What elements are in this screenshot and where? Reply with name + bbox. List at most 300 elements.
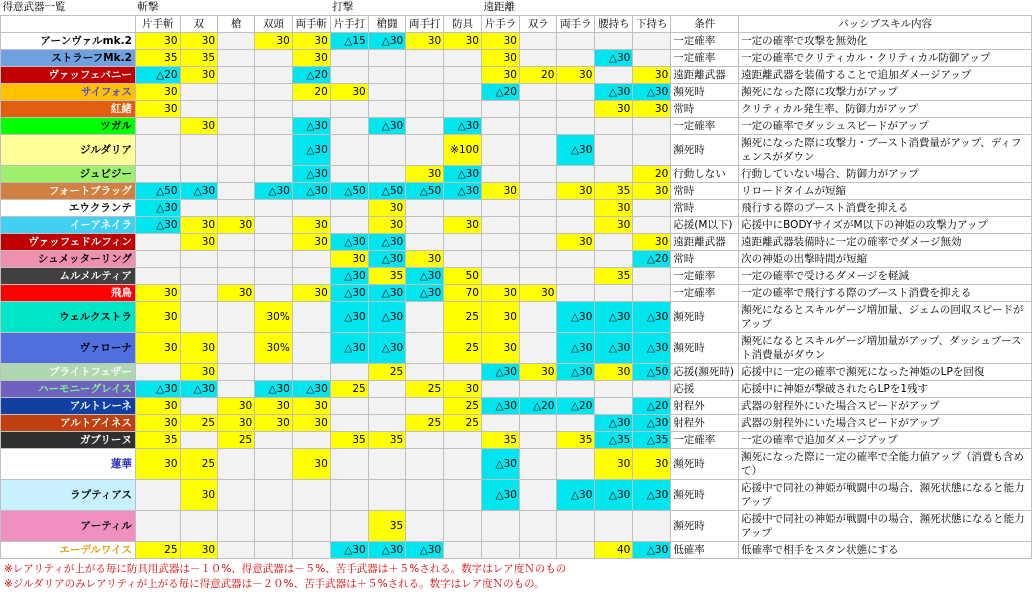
shinki-name: ジルダリア [1,135,136,166]
weapon-value-cell: 30 [406,251,444,268]
table-row [1,268,1032,285]
shinki-name: ヴァローナ [1,333,136,364]
weapon-value-cell: △30 [292,118,330,135]
weapon-value-cell [255,84,293,101]
table-row [1,381,1032,398]
table-row [1,183,1032,200]
weapon-value-cell: 30 [218,398,255,415]
table-row [1,285,1032,302]
weapon-value-cell [406,333,444,364]
weapon-value-cell: 40 [595,542,633,559]
passive-skill-cell: 飛行する際のブースト消費を抑える [739,200,1032,217]
weapon-value-cell: 30 [595,364,633,381]
weapon-value-cell [444,511,482,542]
column-header: 双 [180,16,218,33]
condition-cell: 行動しない [671,166,739,183]
shinki-name: フォートブラッグ [1,183,136,200]
passive-skill-cell: 応援中で同社の神姫が戦闘中の場合、瀕死状態になると能力アップ [739,480,1032,511]
passive-skill-cell: クリティカル発生率、防御力がアップ [739,101,1032,118]
shinki-name: ウェルクストラ [1,302,136,333]
footnote: ※ジルダリアのみレアリティが上がる毎に得意武器は－２０%、苦手武器は＋５%される。数字はレア度Ｎのもの。 [4,578,545,590]
weapon-value-cell [595,381,633,398]
footnotes [4,561,566,591]
condition-cell: 一定確率 [671,50,739,67]
weapon-value-cell [406,449,444,480]
passive-skill-cell: 応援中にBODYサイズがM以下の神姫の攻撃力アップ [739,217,1032,234]
weapon-value-cell [633,118,671,135]
weapon-value-cell [292,511,330,542]
weapon-value-cell: △30 [633,415,671,432]
weapon-value-cell [218,234,255,251]
weapon-value-cell [406,101,444,118]
weapon-value-cell [406,50,444,67]
weapon-value-cell: 30 [482,67,520,84]
table-row [1,542,1032,559]
weapon-value-cell: △20 [519,398,557,415]
weapon-value-cell [255,449,293,480]
weapon-value-cell: △30 [330,302,368,333]
weapon-value-cell [292,302,330,333]
weapon-value-cell [406,511,444,542]
weapon-value-cell: 30 [255,415,293,432]
shinki-name: エーデルワイス [1,542,136,559]
weapon-value-cell: 35 [368,268,406,285]
shinki-name: 蓮華 [1,449,136,480]
weapon-value-cell [368,449,406,480]
column-header: 両手ラ [557,16,595,33]
weapon-value-cell [595,234,633,251]
weapon-value-cell [557,33,595,50]
weapon-value-cell: 30% [255,333,293,364]
weapon-value-cell: △30 [368,302,406,333]
condition-cell: 瀕死時 [671,449,739,480]
weapon-value-cell: 25 [406,415,444,432]
condition-cell: 瀕死時 [671,480,739,511]
weapon-value-cell [557,415,595,432]
weapon-value-cell: 35 [330,432,368,449]
weapon-value-cell: 30 [633,67,671,84]
weapon-value-cell: 35 [368,511,406,542]
weapon-value-cell [444,101,482,118]
weapon-value-cell: 30 [519,364,557,381]
weapon-value-cell [595,33,633,50]
condition-cell: 常時 [671,101,739,118]
weapon-value-cell [595,135,633,166]
weapon-value-cell: 30 [135,333,180,364]
condition-cell: 常時 [671,183,739,200]
weapon-value-cell [633,50,671,67]
weapon-value-cell: △30 [368,251,406,268]
weapon-value-cell [218,542,255,559]
weapon-value-cell [292,268,330,285]
weapon-value-cell: 30 [135,398,180,415]
weapon-value-cell [218,33,255,50]
weapon-value-cell: 35 [557,432,595,449]
weapon-value-cell: 30 [557,67,595,84]
weapon-value-cell [633,511,671,542]
condition-cell: 常時 [671,251,739,268]
weapon-value-cell [368,415,406,432]
table-row [1,333,1032,364]
weapon-value-cell: 25 [218,432,255,449]
weapon-value-cell [482,234,520,251]
weapon-value-cell: 30 [135,415,180,432]
table-row [1,166,1032,183]
weapon-value-cell: △30 [595,415,633,432]
shinki-name: ガブリーヌ [1,432,136,449]
weapon-value-cell [292,101,330,118]
weapon-value-cell: △30 [368,33,406,50]
weapon-value-cell [557,166,595,183]
weapon-value-cell: 35 [135,50,180,67]
weapon-value-cell [368,381,406,398]
column-header: 片手ラ [482,16,520,33]
condition-cell: 瀕死時 [671,302,739,333]
table-row [1,302,1032,333]
weapon-value-cell: 25 [444,415,482,432]
weapon-value-cell [444,251,482,268]
weapon-value-cell [557,118,595,135]
weapon-value-cell: △30 [292,135,330,166]
passive-skill-cell: 遠距離武器を装備することで追加ダメージアップ [739,67,1032,84]
weapon-value-cell: △30 [557,333,595,364]
weapon-value-cell: 30 [595,217,633,234]
weapon-value-cell: 30 [292,415,330,432]
passive-skill-cell: 応援中に一定の確率で瀕死になった神姫のLPを回復 [739,364,1032,381]
weapon-value-cell: △30 [595,333,633,364]
weapon-value-cell [519,84,557,101]
weapon-value-cell: △30 [135,217,180,234]
weapon-value-cell [180,251,218,268]
weapon-value-cell: 35 [368,432,406,449]
group-slash: 斬撃 [135,0,180,16]
weapon-value-cell: △30 [135,200,180,217]
weapon-value-cell [180,268,218,285]
weapon-value-cell [255,101,293,118]
weapon-value-cell [482,542,520,559]
weapon-value-cell [255,542,293,559]
weapon-value-cell [292,251,330,268]
weapon-value-cell [519,480,557,511]
condition-cell: 応援(M以下) [671,217,739,234]
table-row [1,118,1032,135]
condition-cell: 瀕死時 [671,84,739,101]
weapon-value-cell: △30 [482,398,520,415]
condition-cell: 射程外 [671,398,739,415]
column-header: 槍闘 [368,16,406,33]
passive-skill-cell: 瀕死になった際に攻撃力がアップ [739,84,1032,101]
weapon-value-cell [180,84,218,101]
shinki-name: アーンヴァルmk.2 [1,33,136,50]
weapon-value-cell [255,364,293,381]
column-header: 双頭 [255,16,293,33]
weapon-value-cell: △30 [633,84,671,101]
weapon-value-cell [255,251,293,268]
weapon-value-cell [368,50,406,67]
weapon-value-cell [330,480,368,511]
weapon-value-cell: △30 [292,183,330,200]
weapon-value-cell [519,511,557,542]
table-row [1,67,1032,84]
weapon-value-cell [519,251,557,268]
weapon-value-cell: △30 [482,480,520,511]
weapon-value-cell [444,432,482,449]
weapon-value-cell: 35 [595,183,633,200]
weapon-value-cell: △30 [595,84,633,101]
weapon-value-cell [135,166,180,183]
weapon-value-cell: △50 [135,183,180,200]
column-header: 条件 [671,16,739,33]
weapon-value-cell [406,67,444,84]
weapon-value-cell [218,251,255,268]
weapon-value-cell [292,200,330,217]
weapon-value-cell [633,33,671,50]
weapon-value-cell: 30 [180,118,218,135]
condition-cell: 一定確率 [671,268,739,285]
weapon-value-cell: △30 [292,381,330,398]
weapon-value-cell [255,480,293,511]
weapon-value-cell [557,251,595,268]
weapon-value-cell: 30 [444,381,482,398]
weapon-value-cell [519,381,557,398]
weapon-value-cell: 30 [595,449,633,480]
column-header: 防具 [444,16,482,33]
weapon-value-cell: 50 [444,268,482,285]
weapon-value-cell: △30 [406,285,444,302]
weapon-value-cell: △30 [180,183,218,200]
title-row [1,0,1032,16]
column-header: パッシブスキル内容 [739,16,1032,33]
weapon-value-cell: 30 [180,67,218,84]
weapon-value-cell: 30 [180,542,218,559]
shinki-name: ヴァッフェバニー [1,67,136,84]
weapon-value-cell: 30 [255,33,293,50]
weapon-value-cell: 30 [292,449,330,480]
weapon-value-cell [444,50,482,67]
weapon-value-cell: △30 [368,333,406,364]
footnote: ※レアリティが上がる毎に防具用武器は－１０%、得意武器は－５%、苦手武器は＋５%される。数字はレア度Ｎのもの [4,563,567,575]
weapon-value-cell [406,398,444,415]
weapon-value-cell [180,432,218,449]
weapon-value-cell: 30 [218,285,255,302]
shinki-name: サイフォス [1,84,136,101]
weapon-value-cell [218,135,255,166]
group-blunt: 打撃 [330,0,368,16]
weapon-value-cell [218,67,255,84]
passive-skill-cell: 一定の確率で攻撃を無効化 [739,33,1032,50]
weapon-value-cell: △20 [633,251,671,268]
weapon-value-cell [482,217,520,234]
weapon-value-cell [218,118,255,135]
table-row [1,84,1032,101]
weapon-value-cell [519,333,557,364]
weapon-value-cell: 30 [135,302,180,333]
weapon-value-cell: △30 [292,166,330,183]
condition-cell: 瀕死時 [671,511,739,542]
condition-cell: 一定確率 [671,118,739,135]
passive-skill-cell: 低確率で相手をスタン状態にする [739,542,1032,559]
weapon-value-cell [557,50,595,67]
weapon-value-cell [255,511,293,542]
weapon-value-cell [135,511,180,542]
weapon-value-cell: △30 [406,268,444,285]
shinki-name: アーティル [1,511,136,542]
weapon-value-cell: △35 [633,432,671,449]
weapon-value-cell: 35 [595,268,633,285]
weapon-value-cell: △30 [633,542,671,559]
weapon-value-cell: 20 [519,67,557,84]
weapon-value-cell [482,415,520,432]
weapon-value-cell: △30 [633,480,671,511]
weapon-value-cell [255,432,293,449]
weapon-value-cell [218,480,255,511]
weapon-value-cell [519,415,557,432]
weapon-value-cell: 70 [444,285,482,302]
passive-skill-cell: 行動していない場合、防御力がアップ [739,166,1032,183]
weapon-value-cell [519,449,557,480]
weapon-value-cell [330,67,368,84]
weapon-value-cell: △30 [557,364,595,381]
weapon-value-cell: 25 [406,381,444,398]
weapon-value-cell [519,302,557,333]
passive-skill-cell: 次の神姫の出撃時間が短縮 [739,251,1032,268]
weapon-value-cell [444,200,482,217]
weapon-value-cell [557,285,595,302]
weapon-value-cell [368,480,406,511]
condition-cell: 応援 [671,381,739,398]
weapon-value-cell: 25 [135,542,180,559]
weapon-value-cell [595,67,633,84]
weapon-value-cell [135,234,180,251]
passive-skill-cell: 一定の確率で飛行する際のブースト消費を抑える [739,285,1032,302]
weapon-value-cell: 30 [255,398,293,415]
weapon-value-cell: 30 [595,200,633,217]
weapon-value-cell: △15 [330,33,368,50]
weapon-value-cell [557,101,595,118]
weapon-value-cell: 30 [135,84,180,101]
shinki-name: ヴァッフェドルフィン [1,234,136,251]
weapon-value-cell: 30 [180,480,218,511]
weapon-value-cell [633,217,671,234]
weapon-value-cell [406,200,444,217]
weapon-value-cell [330,217,368,234]
passive-skill-cell: 応援中に神姫が撃破されたらLPを1残す [739,381,1032,398]
weapon-value-cell: 30 [482,33,520,50]
weapon-value-cell: 30 [218,217,255,234]
weapon-value-cell: △30 [368,118,406,135]
weapon-value-cell [218,302,255,333]
weapon-value-cell [482,101,520,118]
weapon-value-cell: 30 [482,50,520,67]
weapon-value-cell [519,542,557,559]
weapon-value-cell [135,135,180,166]
condition-cell: 瀕死時 [671,333,739,364]
weapon-value-cell [330,118,368,135]
weapon-value-cell: △30 [368,234,406,251]
weapon-value-cell: 30 [292,217,330,234]
condition-cell: 低確率 [671,542,739,559]
weapon-value-cell: 30 [482,302,520,333]
passive-skill-cell: 一定の確率で受けるダメージを軽減 [739,268,1032,285]
weapon-value-cell [406,234,444,251]
weapon-value-cell [595,511,633,542]
table-row [1,480,1032,511]
weapon-value-cell: 20 [292,84,330,101]
weapon-value-cell [330,101,368,118]
weapon-value-cell: △30 [633,333,671,364]
weapon-value-cell: 30% [255,302,293,333]
weapon-value-cell: △20 [633,398,671,415]
passive-skill-cell: リロードタイムが短縮 [739,183,1032,200]
weapon-value-cell: 25 [444,333,482,364]
weapon-value-cell [557,381,595,398]
weapon-value-cell: △30 [330,285,368,302]
weapon-value-cell [444,84,482,101]
weapon-value-cell: △30 [330,333,368,364]
weapon-value-cell [135,251,180,268]
weapon-value-cell [406,217,444,234]
weapon-value-cell [633,381,671,398]
weapon-value-cell: 25 [180,415,218,432]
weapon-value-cell [255,285,293,302]
table-row [1,135,1032,166]
table-row [1,50,1032,67]
weapon-value-cell [519,135,557,166]
condition-cell: 一定確率 [671,33,739,50]
passive-skill-cell: 瀕死になった際に一定の確率で全能力値アップ（消費も含めて） [739,449,1032,480]
weapon-value-cell [557,268,595,285]
weapon-value-cell [218,364,255,381]
weapon-value-cell: 25 [444,302,482,333]
table-row [1,449,1032,480]
shinki-name: ジュビジー [1,166,136,183]
weapon-value-cell: 30 [519,285,557,302]
weapon-value-cell [368,101,406,118]
condition-cell: 一定確率 [671,432,739,449]
weapon-value-cell [218,84,255,101]
weapon-value-cell [595,285,633,302]
weapon-value-cell [444,364,482,381]
weapon-value-cell [557,542,595,559]
weapon-value-cell: 30 [292,234,330,251]
weapon-value-cell [595,166,633,183]
weapon-value-cell: △30 [368,285,406,302]
weapon-value-cell [444,480,482,511]
weapon-value-cell [180,511,218,542]
column-header: 腰持ち [595,16,633,33]
header-row [1,16,1032,33]
weapon-value-cell: 30 [444,217,482,234]
weapon-value-cell [255,50,293,67]
weapon-value-cell: △30 [135,381,180,398]
weapon-value-cell [292,542,330,559]
weapon-value-cell [406,118,444,135]
weapon-value-cell [218,101,255,118]
weapon-value-cell [135,268,180,285]
weapon-value-cell: 30 [633,101,671,118]
weapon-value-cell [557,449,595,480]
weapon-value-cell: 30 [557,183,595,200]
column-header: 片手斬 [135,16,180,33]
weapon-value-cell [368,398,406,415]
weapon-value-cell: △30 [557,135,595,166]
weapon-value-cell [557,200,595,217]
weapon-value-cell [255,268,293,285]
weapon-value-cell: △30 [482,449,520,480]
weapon-value-cell: △30 [444,166,482,183]
weapon-value-cell: 30 [330,251,368,268]
weapon-value-cell: △20 [135,67,180,84]
